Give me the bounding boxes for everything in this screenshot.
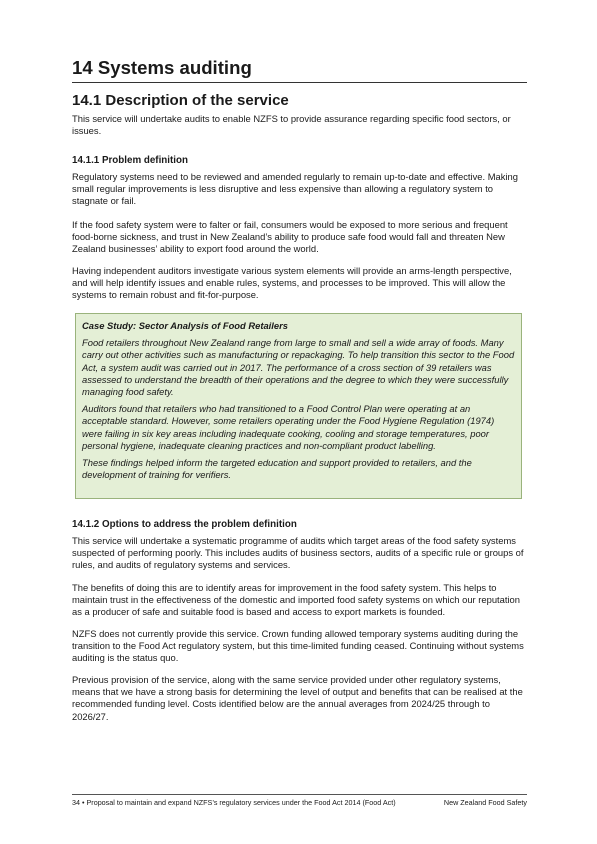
case-study-paragraph-2: Auditors found that retailers who had transitioned to a Food Control Plan were operating at an acceptable standard. However, some retailers operating under the Food Hygiene Regulation (1974) were failing in six key areas including inadequate cooking, cooling and storage temperatures, poor personal hygiene, inadequate cleaning practices and non-compliant product labelling. (82, 403, 495, 451)
options-paragraph-2: The benefits of doing this are to identify areas for improvement in the food safety system. This helps to maintain trust in the effectiveness of the domestic and imported food safety systems on which our reputation as a producer of safe and suitable food is based and access to export markets is founded. (72, 582, 520, 618)
options-heading: 14.1.2 Options to address the problem definition (72, 519, 297, 530)
problem-paragraph-1: Regulatory systems need to be reviewed and amended regularly to remain up-to-date and effective. Making small regular improvements is less disruptive and less expensive than allowing a regulatory system to stagnate or fail. (72, 171, 518, 207)
case-study-title: Case Study: Sector Analysis of Food Retailers (82, 320, 288, 331)
problem-definition-heading: 14.1.1 Problem definition (72, 155, 188, 166)
section-heading: 14.1 Description of the service (72, 92, 289, 109)
options-paragraph-4: Previous provision of the service, along with the same service provided under other regulatory systems, means that we have a strong basis for determining the level of output and benefits that can be realised at the recommended funding level. Costs identified below are the annual averages from 2024/25 through to 2026/27. (72, 674, 523, 722)
chapter-heading: 14 Systems auditing (72, 57, 527, 83)
footer-left-text: 34 • Proposal to maintain and expand NZFS’s regulatory services under the Food Act 2014 (Food Act) (72, 798, 396, 807)
case-study-box (75, 313, 522, 499)
footer-right-text: New Zealand Food Safety (443, 798, 527, 807)
case-study-paragraph-1: Food retailers throughout New Zealand range from large to small and sell a wide array of foods. Many carry out other activities such as manufacturing or repackaging. To help transition this sector to the Food Act, a system audit was carried out in 2017. The performance of a cross section of 39 retailers was assessed to understand the breadth of their operations and the degree to which they were successfully managing food safety. (82, 337, 515, 398)
intro-paragraph: This service will undertake audits to enable NZFS to provide assurance regarding specific food sectors, or issues. (72, 113, 511, 137)
options-paragraph-3: NZFS does not currently provide this service. Crown funding allowed temporary systems auditing during the transition to the Food Act regulatory system, but this time-limited funding ceased. Continuing without systems auditing is the status quo. (72, 628, 524, 664)
case-study-paragraph-3: These findings helped inform the targeted education and support provided to retailers, and the development of training for verifiers. (82, 457, 472, 481)
problem-paragraph-3: Having independent auditors investigate various system elements will provide an arms-length perspective, and will help identify issues and enable rules, systems, and processes to be improved. This will allow the systems to remain robust and fit-for-purpose. (72, 265, 512, 301)
page-footer (72, 794, 527, 807)
problem-paragraph-2: If the food safety system were to falter or fail, consumers would be exposed to more serious and frequent food-borne sickness, and trust in New Zealand’s ability to produce safe food would fall and threaten New Zealand businesses’ ability to export food around the world. (72, 219, 508, 255)
options-paragraph-1: This service will undertake a systematic programme of audits which target areas of the food safety systems suspected of performing poorly. This includes audits of business sectors, audits of a specific rule or groups of rules, and audits of regulatory systems and services. (72, 535, 524, 571)
